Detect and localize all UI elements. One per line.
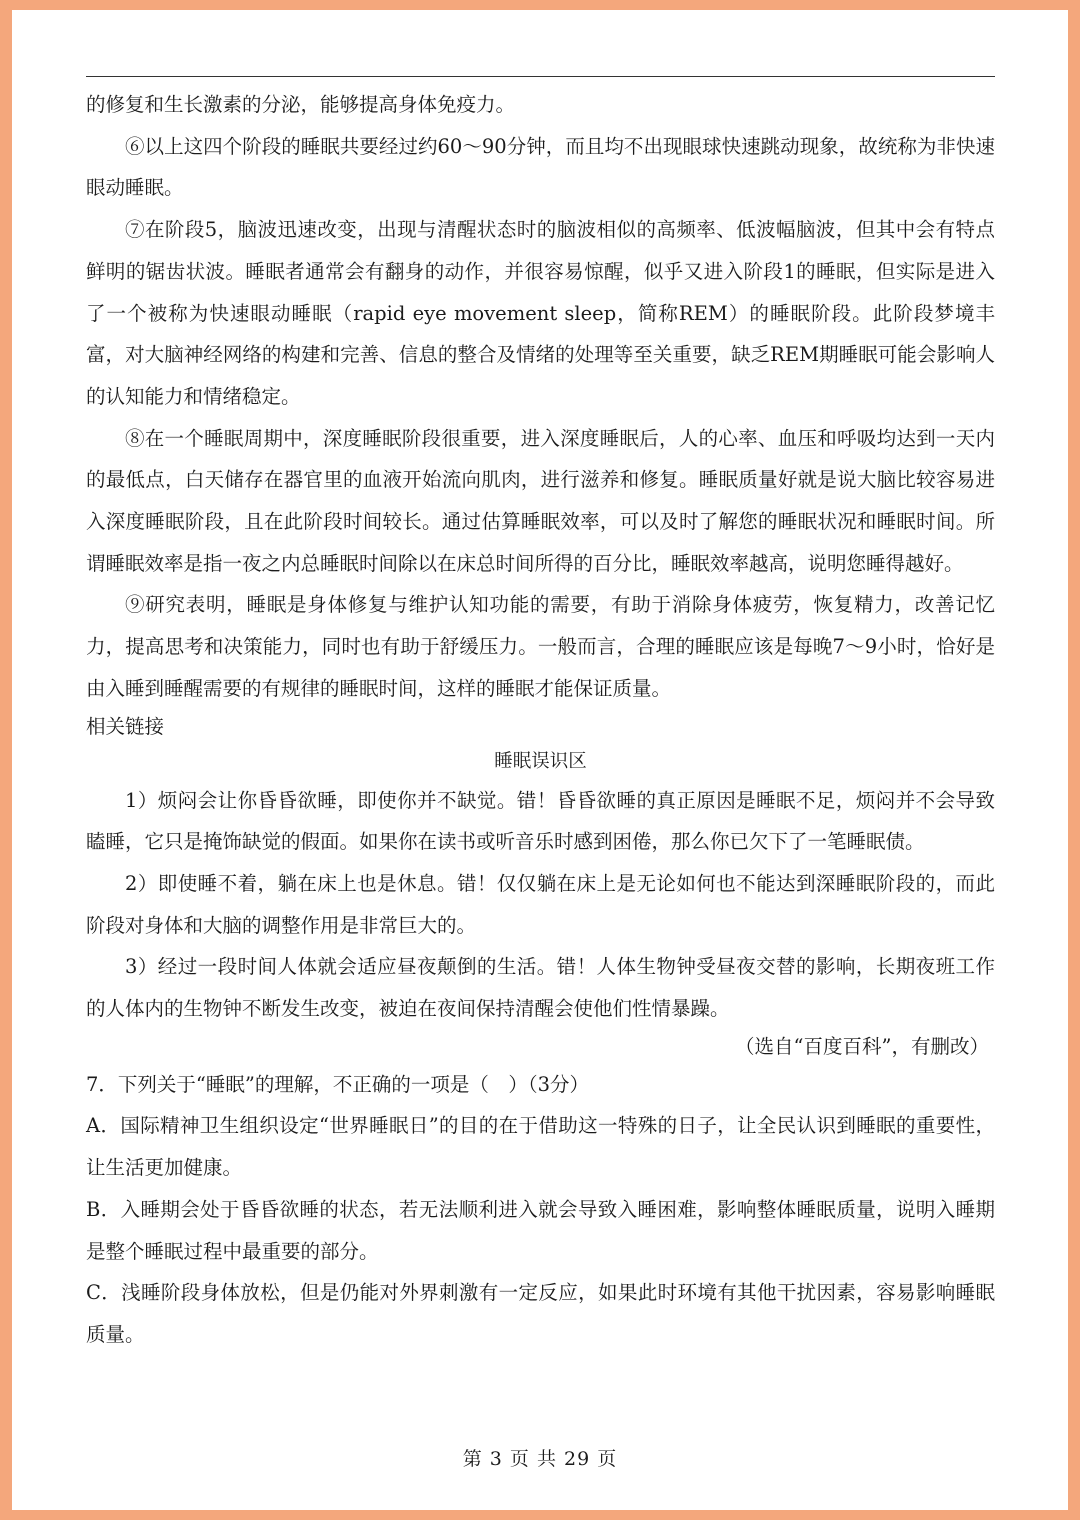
page-footer: 第 3 页 共 29 页 xyxy=(462,1448,618,1470)
source-citation: （选自“百度百科”，有删改） xyxy=(735,1034,989,1058)
option-a: A．国际精神卫生组织设定“世界睡眠日”的目的在于借助这一特殊的日子，让全民认识到睡眠的重要性，让生活更加健康。 xyxy=(86,1114,995,1180)
misconception-item-2: 2）即使睡不着，躺在床上也是休息。错！仅仅躺在床上是无论如何也不能达到深睡眠阶段的，而此阶段对身体和大脑的调整作用是非常巨大的。 xyxy=(86,871,995,937)
continuation-text: 的修复和生长激素的分泌，能够提高身体免疫力。 xyxy=(86,93,516,116)
option-c: C．浅睡阶段身体放松，但是仍能对外界刺激有一定反应，如果此时环境有其他干扰因素，容易影响睡眠质量。 xyxy=(86,1281,995,1346)
misconception-item-3: 3）经过一段时间人体就会适应昼夜颠倒的生活。错！人体生物钟受昼夜交替的影响，长期夜班工作的人体内的生物钟不断发生改变，被迫在夜间保持清醒会使他们性情暴躁。 xyxy=(86,955,995,1021)
option-b: B．入睡期会处于昏昏欲睡的状态，若无法顺利进入就会导致入睡困难，影响整体睡眠质量，说明入睡期是整个睡眠过程中最重要的部分。 xyxy=(86,1197,995,1263)
header-rule xyxy=(86,76,995,77)
document-page xyxy=(12,10,1068,1510)
misconception-item-1: 1）烦闷会让你昏昏欲睡，即使你并不缺觉。错！昏昏欲睡的真正原因是睡眠不足，烦闷并不会导致瞌睡，它只是掩饰缺觉的假面。如果你在读书或听音乐时感到困倦，那么你已欠下了一笔睡眠债。 xyxy=(86,788,995,854)
paragraph-7: ⑦在阶段5，脑波迅速改变，出现与清醒状态时的脑波相似的高频率、低波幅脑波，但其中会有特点鲜明的锯齿状波。睡眠者通常会有翻身的动作，并很容易惊醒，似乎又进入阶段1的睡眠，但实际是进入了一个被称为快速眼动睡眠（rapid eye movement sleep，简称REM）的睡眠阶段。此阶段梦境丰富，对大脑神经网络的构建和完善、信息的整合及情绪的处理等至关重要，缺乏REM期睡眠可能会影响人的认知能力和情绪稳定。 xyxy=(86,218,995,408)
paragraph-9: ⑨研究表明，睡眠是身体修复与维护认知功能的需要，有助于消除身体疲劳，恢复精力，改善记忆力，提高思考和决策能力，同时也有助于舒缓压力。一般而言，合理的睡眠应该是每晚7～9小时，恰好是由入睡到睡醒需要的有规律的睡眠时间，这样的睡眠才能保证质量。 xyxy=(86,593,995,700)
article-body xyxy=(86,84,995,1356)
paragraph-8: ⑧在一个睡眠周期中，深度睡眠阶段很重要，进入深度睡眠后，人的心率、血压和呼吸均达到一天内的最低点，白天储存在器官里的血液开始流向肌肉，进行滋养和修复。睡眠质量好就是说大脑比较容易进入深度睡眠阶段，且在此阶段时间较长。通过估算睡眠效率，可以及时了解您的睡眠状况和睡眠时间。所谓睡眠效率是指一夜之内总睡眠时间除以在床总时间所得的百分比，睡眠效率越高，说明您睡得越好。 xyxy=(86,426,995,575)
question-stem: 7．下列关于“睡眠”的理解，不正确的一项是（ ）（3分） xyxy=(86,1072,590,1096)
paragraph-6: ⑥以上这四个阶段的睡眠共要经过约60～90分钟，而且均不出现眼球快速跳动现象，故统称为非快速眼动睡眠。 xyxy=(86,134,995,200)
related-section-title: 睡眠误识区 xyxy=(494,750,587,772)
related-links-label: 相关链接 xyxy=(86,714,165,738)
